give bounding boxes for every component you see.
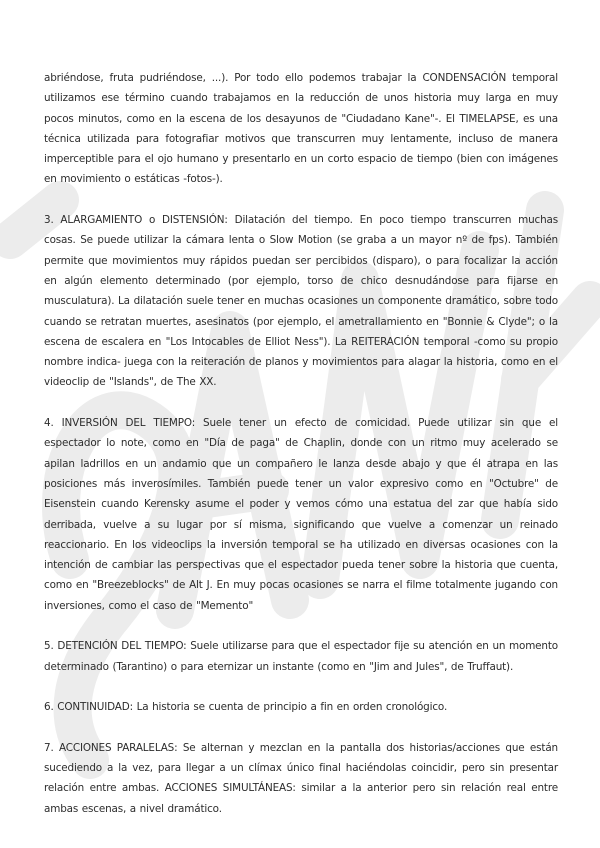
paragraph-continuidad: 6. CONTINUIDAD: La historia se cuenta de principio a fin en orden cronológico. bbox=[44, 701, 448, 714]
paragraph-inversion: 4. INVERSIÓN DEL TIEMPO: Suele tener un efecto de comicidad. Puede utilizar sin que el espectador lo note, como en "Día de paga" de Chaplin, donde con un ritmo muy acelerado se apilan ladrillos en un andamio que un compañero le lanza desde abajo y que él atrapa en las posiciones más inverosímiles. También puede tener un valor expresivo como en "Octubre" de Eisenstein cuando Kerensky asume el poder y vemos cómo una estatua del zar que había sido derribada, vuelve a su lugar por sí misma, significando que vuelve a comenzar un reinado reaccionario. En los videoclips la inversión temporal se ha utilizado en diversas ocasiones con la intención de cambiar las perspectivas que el espectador pueda tener sobre la historia que cuenta, como en "Breezeblocks" de Alt J. En muy pocas ocasiones se narra el filme totalmente jugando con inversiones, como el caso de "Memento" bbox=[44, 417, 558, 612]
paragraph-acciones-paralelas: 7. ACCIONES PARALELAS: Se alternan y mezclan en la pantalla dos historias/acciones que están sucediendo a la vez, para llegar a un clímax único final haciéndolas coincidir, pero sin presentar relación entre ambas. ACCIONES SIMULTÁNEAS: similar a la anterior pero sin relación real entre ambas escenas, a nivel dramático. bbox=[44, 741, 558, 815]
paragraph-alargamiento: 3. ALARGAMIENTO o DISTENSIÓN: Dilatación del tiempo. En poco tiempo transcurren muchas cosas. Se puede utilizar la cámara lenta o Slow Motion (se graba a un mayor nº de fps). También permite que movimientos muy rápidos puedan ser percibidos (disparo), o para focalizar la acción en algún elemento determinado (por ejemplo, torso de chico desnudándose para fijarse en musculatura). La dilatación suele tener en muchas ocasiones un componente dramático, sobre todo cuando se retratan muertes, asesinatos (por ejemplo, el ametrallamiento en "Bonnie & Clyde"; o la escena de escalera en "Los Intocables de Elliot Ness"). La REITERACIÓN temporal -como su propio nombre indica- juega con la reiteración de planos y movimientos para alagar la historia, como en el videoclip de "Islands", de The XX. bbox=[44, 214, 558, 389]
paragraph-detencion: 5. DETENCIÓN DEL TIEMPO: Suele utilizarse para que el espectador fije su atención en un momento determinado (Tarantino) o para eternizar un instante (como en "Jim and Jules", de Truffaut). bbox=[44, 640, 558, 673]
paragraph-condensacion: abriéndose, fruta pudriéndose, ...). Por todo ello podemos trabajar la CONDENSACIÓN temporal utilizamos ese término cuando trabajamos en la reducción de unos historia muy larga en muy pocos minutos, como en la escena de los desayunos de "Ciudadano Kane"-. El TIMELAPSE, es una técnica utilizada para fotografiar motivos que transcurren muy lentamente, incluso de manera imperceptible para el ojo humano y presentarlo en un corto espacio de tiempo (bien con imágenes en movimiento o estáticas -fotos-). bbox=[44, 72, 558, 186]
document-body bbox=[44, 68, 558, 839]
